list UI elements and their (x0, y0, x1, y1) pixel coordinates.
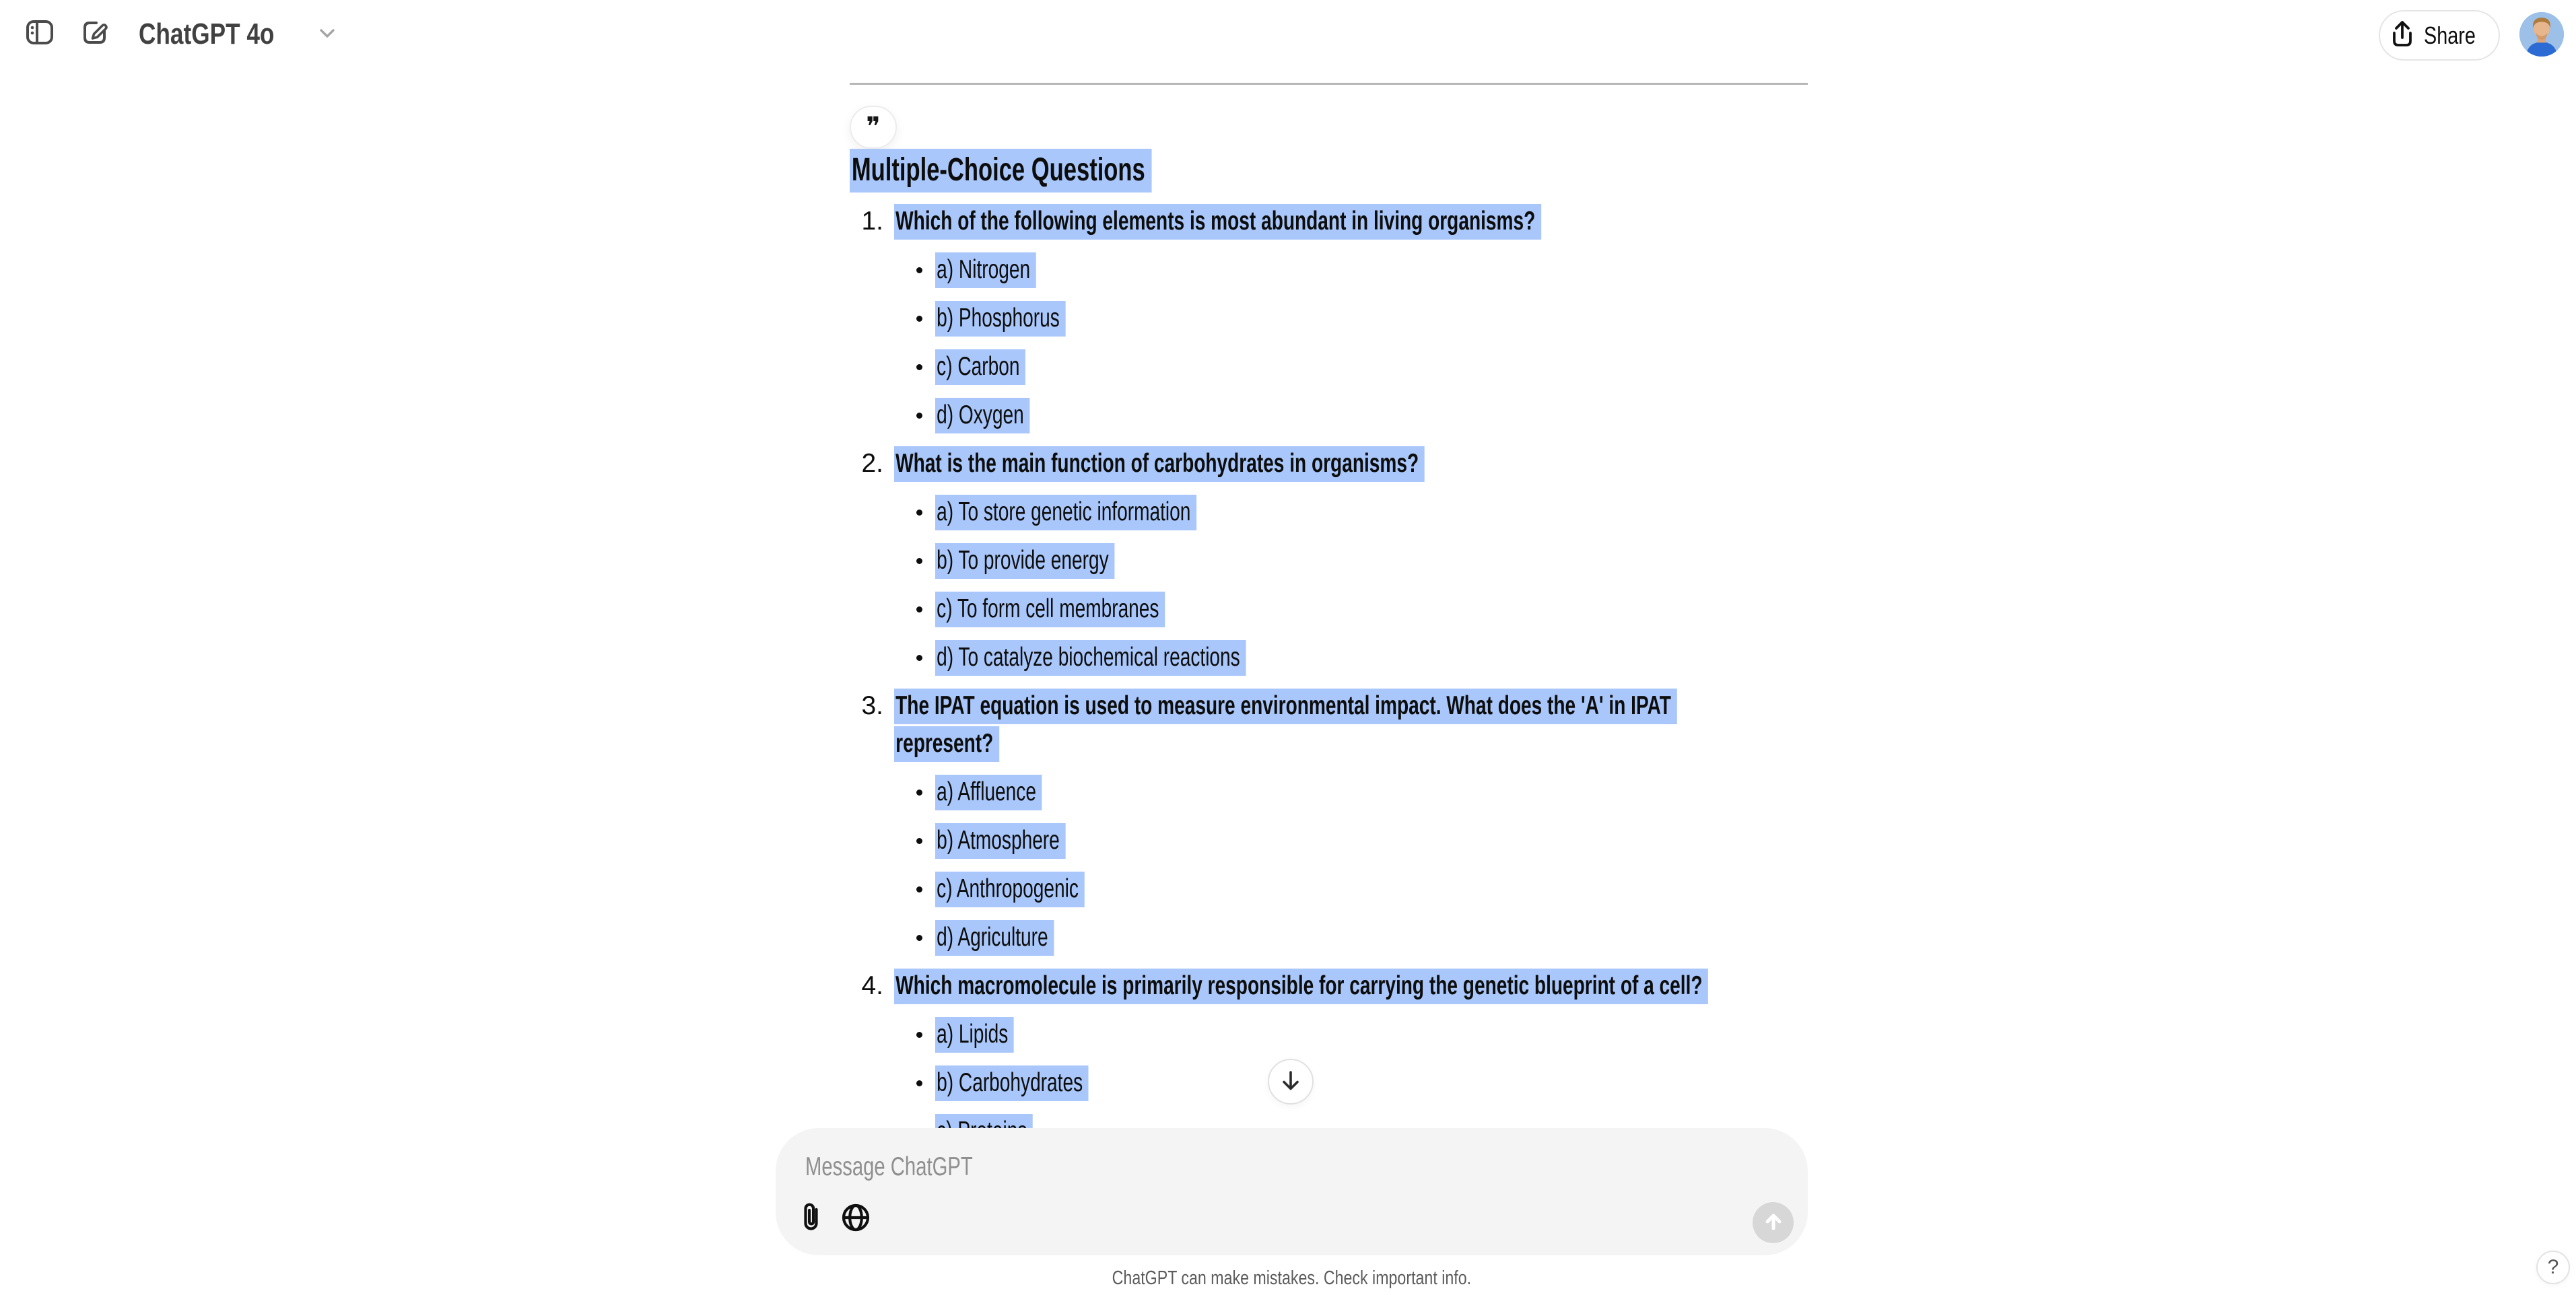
question-number: 1. (861, 207, 883, 236)
option-item (935, 773, 1808, 811)
question-item-4 (861, 967, 1808, 1150)
share-button-label: Share (2424, 21, 2476, 49)
share-button[interactable] (2379, 10, 2500, 61)
share-icon (2389, 20, 2415, 50)
new-chat-button[interactable] (79, 17, 110, 48)
option-item (935, 1064, 1808, 1102)
option-item (935, 590, 1808, 628)
question-list (850, 203, 1808, 1150)
option-item (935, 822, 1808, 860)
option-item (935, 251, 1808, 289)
question-text: Which of the following elements is most abundant in living organisms? (894, 204, 1541, 240)
option-item (935, 300, 1808, 337)
question-mark-icon: ? (2547, 1256, 2559, 1278)
question-number: 2. (861, 449, 883, 478)
message-input[interactable] (805, 1148, 1681, 1186)
question-text-line-2: represent? (894, 726, 999, 762)
question-item-1 (861, 203, 1808, 434)
paperclip-icon (799, 1226, 823, 1236)
chevron-down-icon (319, 28, 335, 40)
option-item (935, 348, 1808, 386)
option-text: c) Anthropogenic (935, 872, 1085, 907)
model-selector[interactable] (139, 19, 335, 50)
avatar-image (2519, 48, 2564, 57)
scroll-to-bottom-button[interactable] (1268, 1059, 1314, 1105)
option-text: a) Affluence (935, 775, 1042, 810)
option-text: a) Nitrogen (935, 252, 1036, 288)
option-item (935, 396, 1808, 434)
assistant-message (850, 83, 1808, 1161)
compose-icon (79, 40, 110, 50)
help-button[interactable] (2536, 1251, 2570, 1284)
option-item (935, 1016, 1808, 1053)
option-item (935, 639, 1808, 676)
question-text-line-1: The IPAT equation is used to measure environmental impact. What does the 'A' in IPAT (894, 689, 1677, 724)
option-item (935, 542, 1808, 580)
option-text: b) Phosphorus (935, 301, 1065, 337)
attach-file-button[interactable] (799, 1201, 823, 1236)
option-text: a) Lipids (935, 1017, 1014, 1053)
sidebar-toggle-button[interactable] (24, 17, 55, 48)
option-text: d) Agriculture (935, 920, 1054, 956)
mcq-section-heading (850, 149, 1808, 191)
option-item (935, 493, 1808, 531)
option-text: b) Atmosphere (935, 823, 1065, 859)
question-number: 4. (861, 971, 883, 1000)
question-text: Which macromolecule is primarily responsible for carrying the genetic blueprint of a cell? (894, 969, 1708, 1004)
input-placeholder: Message ChatGPT (805, 1152, 973, 1181)
composer-toolbar (799, 1201, 871, 1236)
option-text: d) Oxygen (935, 398, 1029, 433)
web-search-button[interactable] (840, 1202, 871, 1235)
option-text: c) To form cell membranes (935, 592, 1165, 627)
option-text: d) To catalyze biochemical reactions (935, 640, 1246, 676)
option-text: c) Carbon (935, 349, 1025, 385)
option-text: b) Carbohydrates (935, 1065, 1089, 1101)
model-label: ChatGPT 4o (139, 18, 275, 50)
option-text: b) To provide energy (935, 543, 1114, 579)
option-list (894, 493, 1808, 676)
composer (776, 1128, 1808, 1255)
option-list (894, 251, 1808, 434)
question-item-3 (861, 687, 1808, 956)
account-avatar[interactable] (2519, 12, 2564, 57)
sidebar-toggle-icon (24, 40, 55, 50)
question-number: 3. (861, 691, 883, 720)
arrow-down-icon (1280, 1070, 1301, 1094)
send-arrow-icon (1762, 1210, 1785, 1235)
question-item-2 (861, 445, 1808, 676)
option-list (894, 773, 1808, 956)
composer-region (0, 1128, 2576, 1295)
disclaimer-text: ChatGPT can make mistakes. Check important info. (1112, 1267, 1472, 1289)
heading-text: Multiple-Choice Questions (850, 149, 1152, 193)
globe-icon (840, 1225, 871, 1235)
section-divider (850, 83, 1808, 85)
option-item (935, 919, 1808, 956)
quote-icon: ❞ (850, 106, 897, 149)
send-button[interactable] (1753, 1202, 1794, 1243)
option-text: a) To store genetic information (935, 495, 1196, 530)
question-text: What is the main function of carbohydrates in organisms? (894, 446, 1425, 482)
option-item (935, 870, 1808, 908)
